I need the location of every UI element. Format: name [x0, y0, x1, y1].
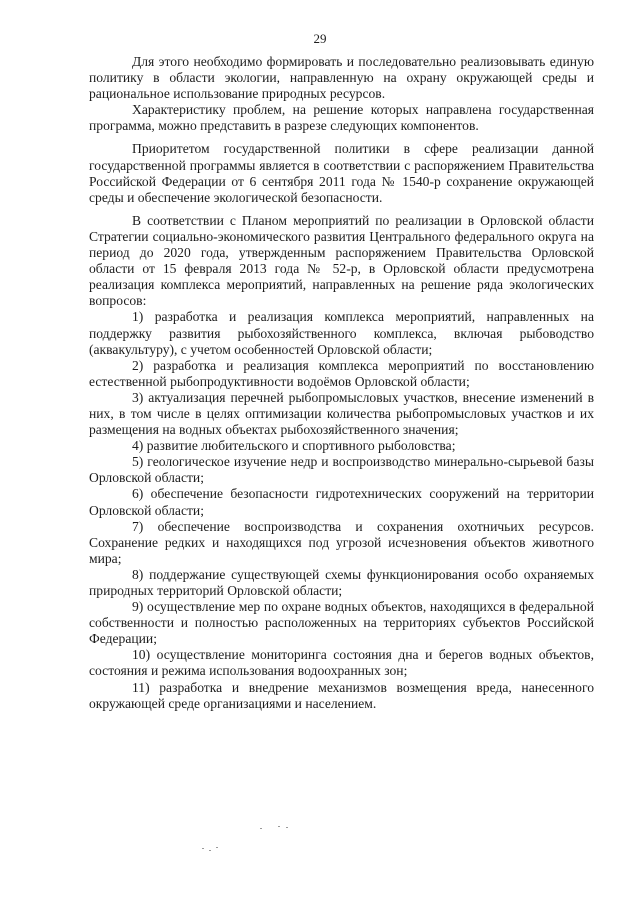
list-item-3: 3) актуализация перечней рыбопромысловых участков, внесение изменений в них, в том числе в целях оптимизации количества рыбопромысловых участков и их размещения на водных объектах рыбохозяйственного значения;: [89, 389, 594, 438]
paragraph-intro: Для этого необходимо формировать и последовательно реализовывать единую политику в области экологии, направленную на охрану окружающей среды и рациональное использование природных ресурсов.: [89, 54, 594, 102]
page-number: 29: [313, 31, 327, 46]
list-item-4: 4) развитие любительского и спортивного рыболовства;: [132, 438, 456, 454]
list-item-2: 2) разработка и реализация комплекса мероприятий по восстановлению естественной рыбопродуктивности водоёмов Орловской области;: [89, 357, 594, 389]
list-item-11: 11) разработка и внедрение механизмов возмещения вреда, нанесенного окружающей среде организациями и населением.: [89, 679, 594, 711]
document-body: [89, 54, 594, 712]
list-item-8: 8) поддержание существующей схемы функционирования особо охраняемых природных территорий Орловской области;: [89, 566, 594, 598]
paragraph-priority: Приоритетом государственной политики в сфере реализации данной государственной программы является в соответствии с распоряжением Правительства Российской Федерации от 6 сентября 2011 года № 1540-р сохранение окружающей среды и обеспечение экологической безопасности.: [89, 141, 594, 205]
list-item-9: 9) осуществление мер по охране водных объектов, находящихся в федеральной собственности и полностью расположенных на территориях субъектов Российской Федерации;: [89, 599, 594, 647]
list-item-1: 1) разработка и реализация комплекса мероприятий, направленных на поддержку развития рыбохозяйственного комплекса, включая рыбоводство (аквакультуру), с учетом особенностей Орловской области;: [89, 309, 594, 357]
list-item-7: 7) обеспечение воспроизводства и сохранения охотничьих ресурсов. Сохранение редких и находящихся под угрозой исчезновения объектов животного мира;: [89, 518, 594, 566]
scan-artifacts: [200, 826, 300, 856]
paragraph-problems: Характеристику проблем, на решение которых направлена государственная программа, можно представить в разрезе следующих компонентов.: [89, 102, 594, 134]
list-item-6: 6) обеспечение безопасности гидротехнических сооружений на территории Орловской области;: [89, 486, 594, 518]
list-item-10: 10) осуществление мониторинга состояния дна и берегов водных объектов, состояния и режима использования водоохранных зон;: [89, 647, 594, 679]
paragraph-plan: В соответствии с Планом мероприятий по реализации в Орловской области Стратегии социально-экономического развития Центрального федерального округа на период до 2020 года, утвержденным распоряжением Правительства Орловской области от 15 февраля 2013 года № 52-р, в Орловской области предусмотрена реализация комплекса мероприятий, направленных на решение ряда экологических вопросов:: [89, 212, 594, 309]
list-item-5: 5) геологическое изучение недр и воспроизводство минерально-сырьевой базы Орловской области;: [89, 454, 594, 486]
